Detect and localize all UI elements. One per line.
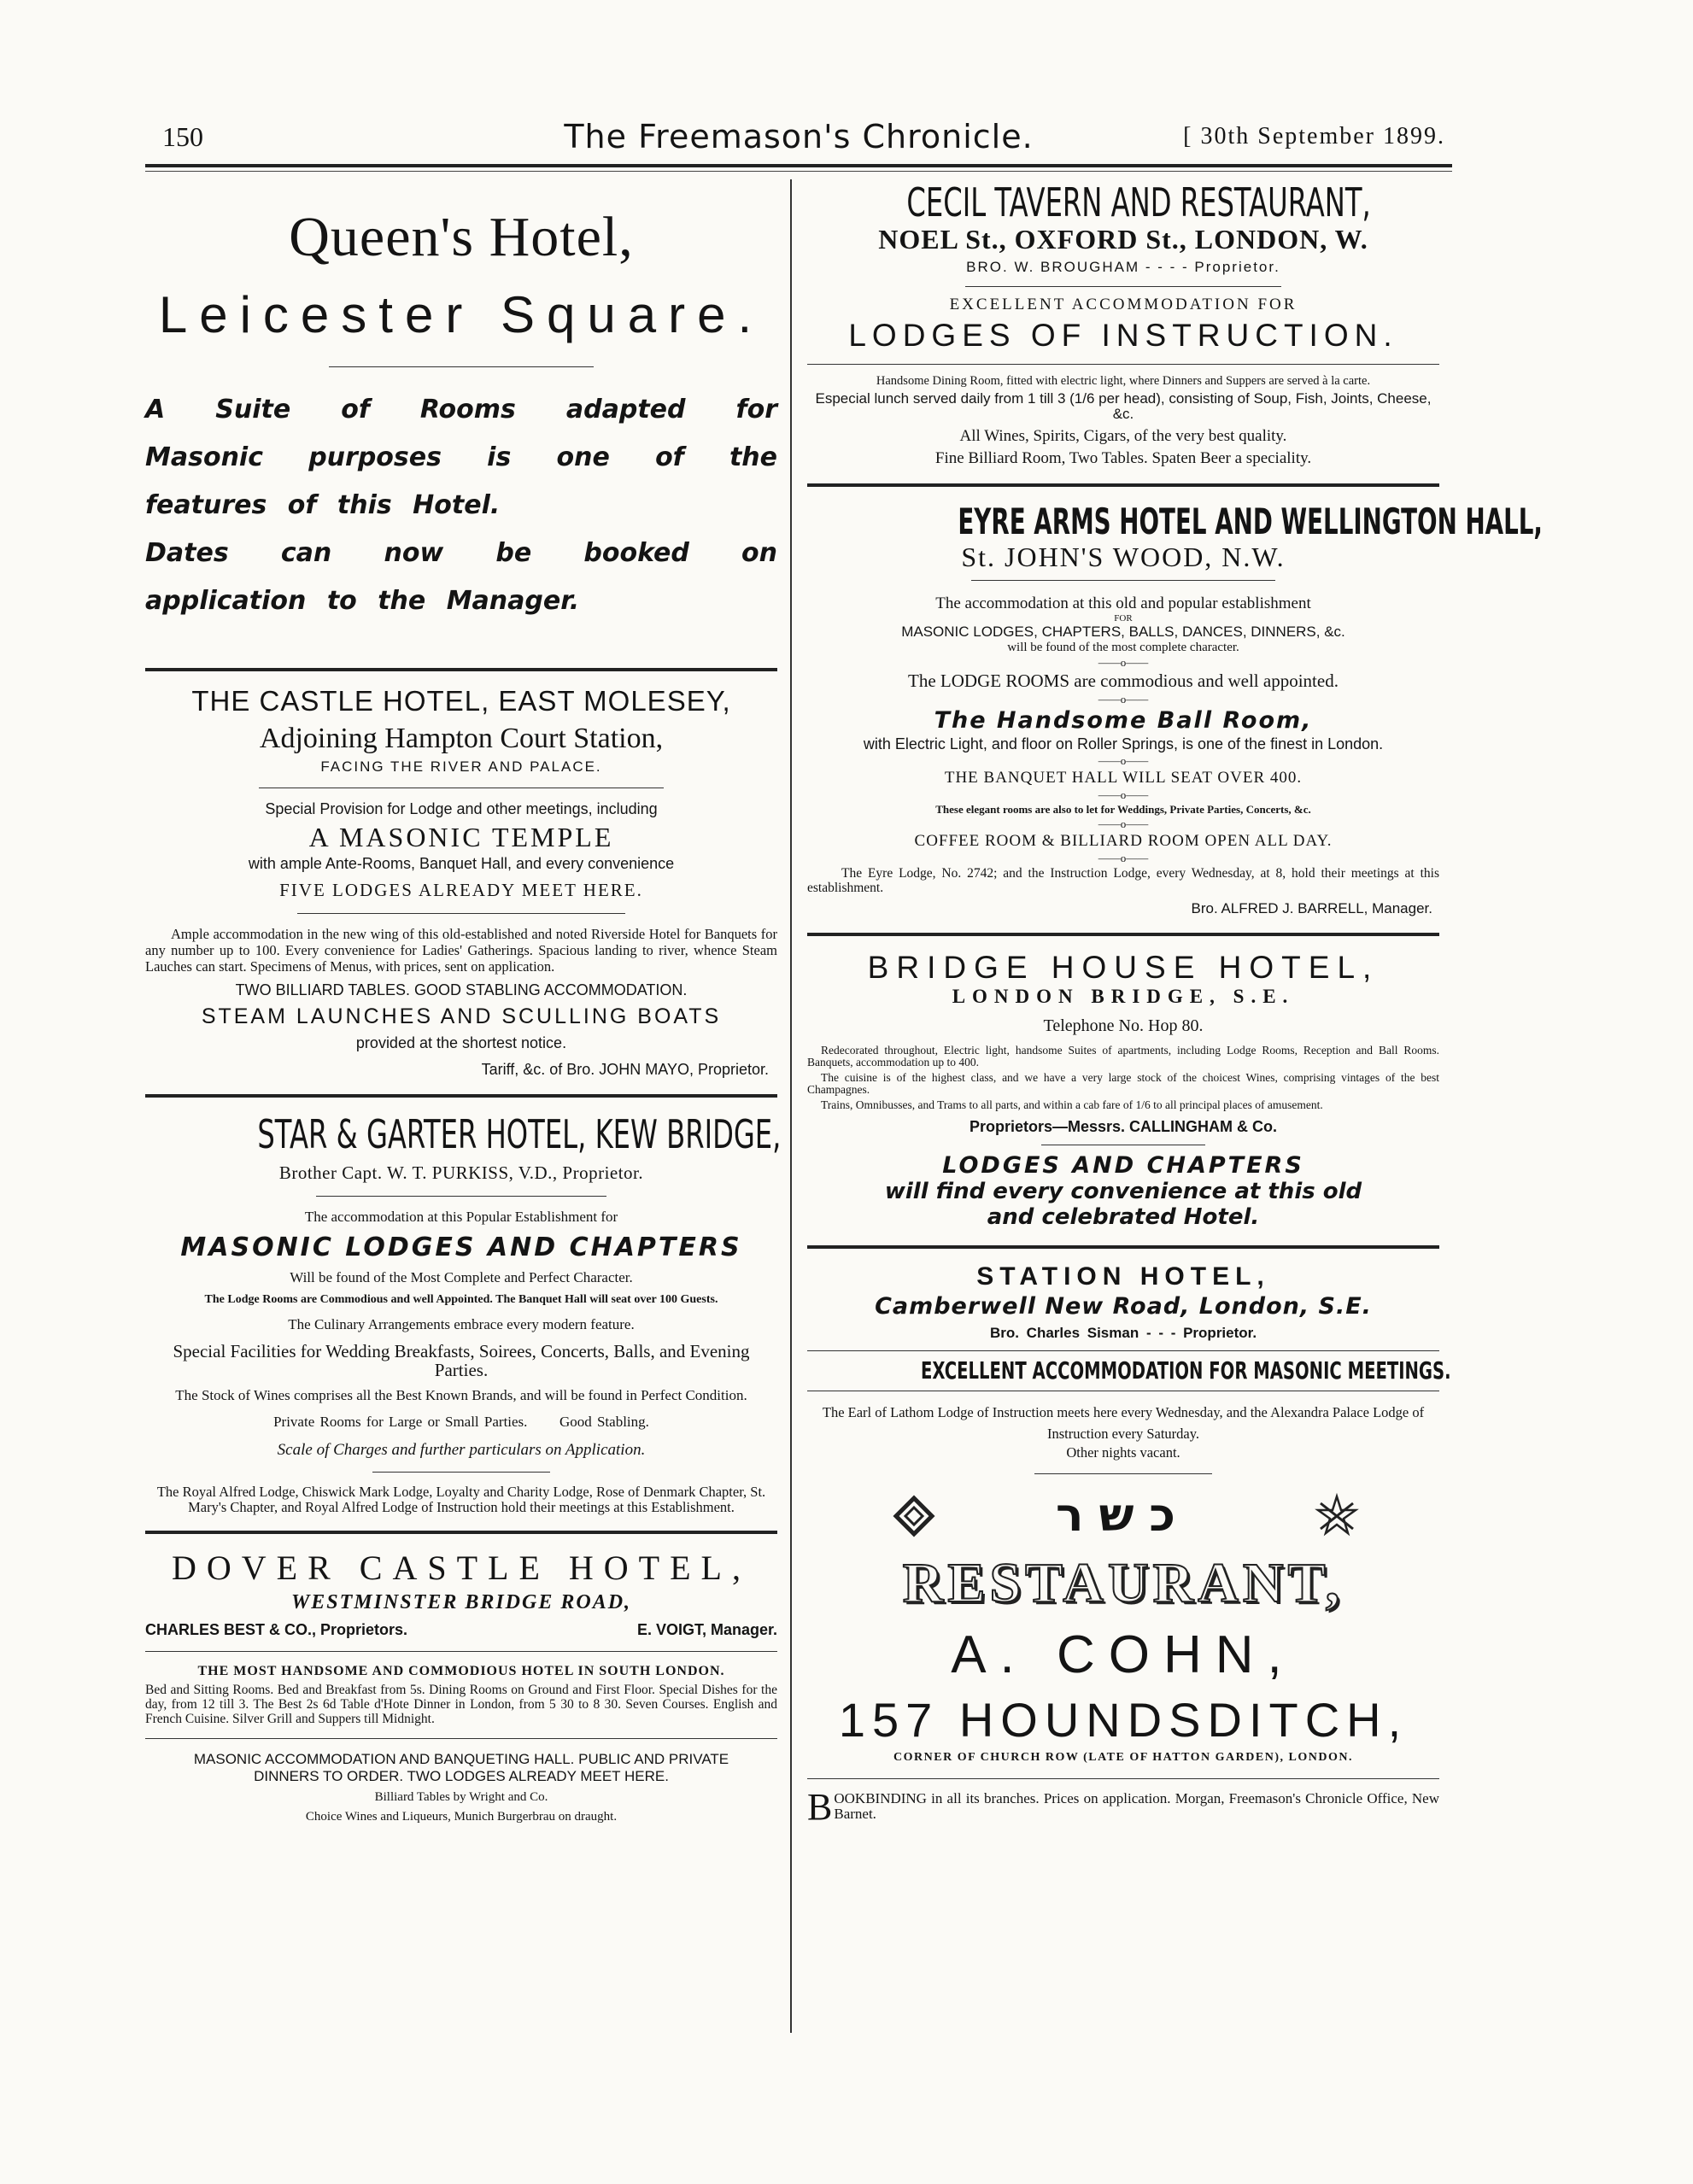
- page-number: 150: [162, 121, 203, 152]
- ad-lodges: LODGES OF INSTRUCTION.: [848, 318, 1398, 353]
- ad-text: Private Rooms for Large or Small Parties.: [273, 1414, 528, 1430]
- ad-text: The accommodation at this Popular Establishment for: [304, 1209, 618, 1225]
- ad-hebrew: כשר: [1055, 1488, 1192, 1542]
- ad-text: Scale of Charges and further particulars on Application.: [277, 1441, 646, 1459]
- ad-text: TWO BILLIARD TABLES. GOOD STABLING ACCOMMODATION.: [235, 981, 688, 998]
- ad-text: Billiard Tables by Wright and Co.: [374, 1790, 548, 1804]
- ad-text: All Wines, Spirits, Cigars, of the very best quality.: [959, 427, 1287, 445]
- ad-line: Dates can now be booked on: [145, 538, 777, 568]
- ad-text: Tariff, &c. of Bro. JOHN MAYO, Proprietor.: [481, 1061, 769, 1078]
- ad-body: Trains, Omnibusses, and Trams to all parts, and within a cab fare of 1/6 to all principal places of amusement.: [821, 1098, 1323, 1111]
- drop-cap: B: [807, 1786, 833, 1828]
- ad-text: The Stock of Wines comprises all the Best Known Brands, and will be found in Perfect Condition.: [175, 1387, 747, 1403]
- left-column: [145, 179, 782, 1824]
- ad-line: application to the Manager.: [145, 586, 580, 616]
- header-rule: [145, 164, 1452, 167]
- ad-proprietors: Proprietors—Messrs. CALLINGHAM & Co.: [969, 1118, 1278, 1135]
- ad-body: Redecorated throughout, Electric light, handsome Suites of apartments, including Lodge Rooms, Reception and Ball Rooms. Banquets, accommodation up to 400.: [807, 1044, 1439, 1069]
- separator: ——o——: [1098, 817, 1149, 830]
- ad-cecil-tavern: [807, 179, 1439, 468]
- ad-castle-hotel: [145, 685, 777, 1079]
- ad-manager: Bro. ALFRED J. BARRELL, Manager.: [1191, 900, 1432, 916]
- page-header: [145, 118, 1452, 161]
- separator: ——o——: [1098, 754, 1149, 767]
- section-rule: [145, 1094, 777, 1098]
- ad-queens-hotel: [145, 205, 777, 625]
- ad-body: The Eyre Lodge, No. 2742; and the Instruction Lodge, every Wednesday, at 8, hold their meetings at this establishment.: [807, 866, 1439, 895]
- ad-manager: E. VOIGT, Manager.: [636, 1621, 777, 1638]
- section-rule: [807, 933, 1439, 936]
- ad-text: The Lodge Rooms are Commodious and well Appointed. The Banquet Hall will seat over 100 Guests.: [204, 1293, 718, 1306]
- ad-text: Fine Billiard Room, Two Tables. Spaten Beer a speciality.: [934, 449, 1312, 467]
- ad-proprietor: Bro. Charles Sisman - - - Proprietor.: [989, 1325, 1257, 1341]
- ad-star-garter: [145, 1111, 782, 1515]
- ad-title: STAR & GARTER HOTEL, KEW BRIDGE,: [257, 1111, 782, 1157]
- ad-title: THE CASTLE HOTEL, EAST MOLESEY,: [191, 685, 731, 717]
- ad-text: EXCELLENT ACCOMMODATION FOR MASONIC MEETINGS.: [920, 1356, 1451, 1385]
- ad-proprietors: CHARLES BEST & CO., Proprietors.: [145, 1621, 408, 1638]
- ad-address: Camberwell New Road, London, S.E.: [875, 1293, 1372, 1320]
- ad-title: BRIDGE HOUSE HOTEL,: [867, 950, 1380, 985]
- ad-text: Special Provision for Lodge and other meetings, including: [265, 800, 658, 817]
- ad-body: The Royal Alfred Lodge, Chiswick Mark Lodge, Loyalty and Charity Lodge, Rose of Denmark Chapter, St. Mary's Chapter, and Royal Alfred Lodge of Instruction hold their meetings at this Establishment.: [156, 1484, 766, 1515]
- ad-title: EYRE ARMS HOTEL AND WELLINGTON HALL,: [958, 501, 1543, 542]
- ad-body: The Earl of Lathom Lodge of Instruction meets here every Wednesday, and the Alexandra Palace Lodge of Instruction every Saturday.: [822, 1404, 1425, 1442]
- ad-bookbinding: [807, 1786, 1439, 1828]
- ad-text: Will be found of the Most Complete and Perfect Character.: [290, 1269, 633, 1285]
- divider: [316, 1196, 606, 1197]
- ad-text: FIVE LODGES ALREADY MEET HERE.: [279, 880, 643, 900]
- divider: [965, 286, 1281, 287]
- ad-telephone: Telephone No. Hop 80.: [1043, 1016, 1204, 1035]
- ad-line: features of this Hotel.: [145, 490, 501, 520]
- section-rule: [807, 1245, 1439, 1249]
- header-rule-thin: [145, 171, 1452, 172]
- ad-text: THE MOST HANDSOME AND COMMODIOUS HOTEL IN SOUTH LONDON.: [197, 1664, 725, 1678]
- ad-text: MASONIC LODGES, CHAPTERS, BALLS, DANCES, DINNERS, &c.: [901, 624, 1345, 640]
- ad-body: Bed and Sitting Rooms. Bed and Breakfast from 5s. Dining Rooms on Ground and First Floor. Special Dishes for the day, from 12 till 3. The Best 2s 6d Table d'Hote Dinner in London, from 5 30 to 8 30. Seven Courses. English and French Cuisine. Silver Grill and Suppers till Midnight.: [145, 1683, 777, 1726]
- section-rule: [807, 483, 1439, 487]
- divider: [329, 366, 595, 367]
- ad-text: EXCELLENT ACCOMMODATION FOR: [949, 296, 1298, 313]
- divider: [145, 1651, 777, 1652]
- ad-text: THE BANQUET HALL WILL SEAT OVER 400.: [944, 769, 1303, 787]
- divider: [807, 364, 1439, 365]
- ad-masonic: MASONIC LODGES AND CHAPTERS: [180, 1233, 742, 1262]
- section-rule: [145, 1531, 777, 1534]
- ad-restaurant: RESTAURANT,: [902, 1552, 1344, 1614]
- ad-ballroom: The Handsome Ball Room,: [934, 707, 1313, 734]
- ad-text: MASONIC ACCOMMODATION AND BANQUETING HALL. PUBLIC AND PRIVATE DINNERS TO ORDER. TWO LODGES ALREADY MEET HERE.: [193, 1751, 729, 1784]
- ad-address: NOEL St., OXFORD St., LONDON, W.: [878, 224, 1368, 255]
- ad-text: will be found of the most complete character.: [1007, 641, 1239, 654]
- ad-dover-castle: [145, 1548, 777, 1824]
- ad-facing: FACING THE RIVER AND PALACE.: [320, 758, 602, 775]
- ad-text: with ample Ante-Rooms, Banquet Hall, and every convenience: [248, 855, 675, 872]
- masthead-title: The Freemason's Chronicle.: [564, 118, 1034, 155]
- divider: [807, 1778, 1439, 1779]
- divider: [807, 1350, 1439, 1351]
- separator: ——o——: [1098, 788, 1149, 801]
- ad-lodges: LODGES AND CHAPTERS: [942, 1152, 1304, 1179]
- ad-text: Special Facilities for Wedding Breakfasts, Soirees, Concerts, Balls, and Evening Parties.: [173, 1341, 750, 1380]
- ad-text: will find every convenience at this old: [884, 1179, 1362, 1204]
- ad-text: Good Stabling.: [559, 1414, 649, 1430]
- ad-text: FOR: [1114, 613, 1133, 624]
- ad-title: CECIL TAVERN AND RESTAURANT,: [906, 179, 1371, 225]
- ad-text: The accommodation at this old and popular establishment: [935, 594, 1311, 612]
- column-divider: [790, 179, 792, 2033]
- ad-corner: CORNER OF CHURCH ROW (LATE OF HATTON GARDEN), LONDON.: [893, 1751, 1353, 1764]
- ad-title: DOVER CASTLE HOTEL,: [172, 1549, 751, 1587]
- ad-subtitle: Adjoining Hampton Court Station,: [259, 723, 664, 754]
- ad-text: The LODGE ROOMS are commodious and well appointed.: [908, 670, 1339, 691]
- ad-subtitle: St. JOHN'S WOOD, N.W.: [961, 542, 1286, 572]
- ad-title: Queen's Hotel,: [289, 206, 634, 268]
- ad-body: Ample accommodation in the new wing of this old-established and noted Riverside Hotel for Banquets for any number up to 100. Every convenience for Ladies' Gatherings. Spacious landing to river, whence Steam Lauches can start. Specimens of Menus, with prices, sent on application.: [145, 926, 777, 975]
- ad-proprietor: BRO. W. BROUGHAM - - - - Proprietor.: [966, 259, 1280, 275]
- ad-subtitle: LONDON BRIDGE, S.E.: [952, 986, 1295, 1007]
- ad-text: Especial lunch served daily from 1 till 3 (1/6 per head), consisting of Soup, Fish, Joints, Cheese, &c.: [815, 390, 1432, 422]
- divider: [145, 1738, 777, 1739]
- ad-body: OOKBINDING in all its branches. Prices on application. Morgan, Freemason's Chronicle Office, New Barnet.: [834, 1790, 1439, 1822]
- divider: [297, 913, 626, 914]
- ad-text: provided at the shortest notice.: [355, 1034, 567, 1051]
- ad-text: with Electric Light, and floor on Roller Springs, is one of the finest in London.: [863, 735, 1384, 752]
- ad-temple: A MASONIC TEMPLE: [308, 822, 614, 852]
- ad-text: and celebrated Hotel.: [987, 1204, 1260, 1230]
- right-column: [807, 179, 1543, 1828]
- ad-address: 157 HOUNDSDITCH,: [838, 1693, 1409, 1747]
- ad-eyre-arms: [807, 501, 1543, 917]
- ad-text: The Culinary Arrangements embrace every modern feature.: [288, 1316, 635, 1332]
- divider: [372, 1472, 549, 1473]
- ad-name: A. COHN,: [951, 1625, 1296, 1684]
- ad-text: Other nights vacant.: [1066, 1444, 1180, 1461]
- ad-line: A Suite of Rooms adapted for: [145, 395, 777, 425]
- section-rule: [145, 668, 777, 671]
- ad-bridge-house: [807, 950, 1439, 1230]
- ad-text: Choice Wines and Liqueurs, Munich Burgerbrau on draught.: [305, 1810, 618, 1824]
- star-emblem-icon: [1315, 1495, 1358, 1537]
- issue-date: [ 30th September 1899.: [1183, 123, 1445, 149]
- ad-proprietor: Brother Capt. W. T. PURKISS, V.D., Proprietor.: [278, 1162, 644, 1183]
- divider: [1034, 1473, 1211, 1474]
- ad-text: These elegant rooms are also to let for Weddings, Private Parties, Concerts, &c.: [935, 803, 1311, 816]
- ad-text: Handsome Dining Room, fitted with electric light, where Dinners and Suppers are served à la carte.: [876, 374, 1371, 388]
- ad-subtitle: Leicester Square.: [158, 286, 764, 343]
- ad-text: STEAM LAUNCHES AND SCULLING BOATS: [201, 1004, 722, 1028]
- ad-body: The cuisine is of the highest class, and we have a very large stock of the choicest Wines, comprising vintages of the best Champagnes.: [807, 1071, 1439, 1096]
- separator: ——o——: [1098, 852, 1149, 864]
- separator: ——o——: [1098, 693, 1149, 706]
- ad-cohn-restaurant: [807, 1488, 1439, 1765]
- ad-title: STATION HOTEL,: [976, 1262, 1270, 1291]
- separator: ——o——: [1098, 656, 1149, 669]
- ad-station-hotel: [807, 1262, 1451, 1461]
- ad-subtitle: WESTMINSTER BRIDGE ROAD,: [290, 1591, 632, 1613]
- ad-line: Masonic purposes is one of the: [145, 442, 777, 472]
- divider: [971, 580, 1274, 581]
- ad-text: COFFEE ROOM & BILLIARD ROOM OPEN ALL DAY.: [914, 832, 1333, 850]
